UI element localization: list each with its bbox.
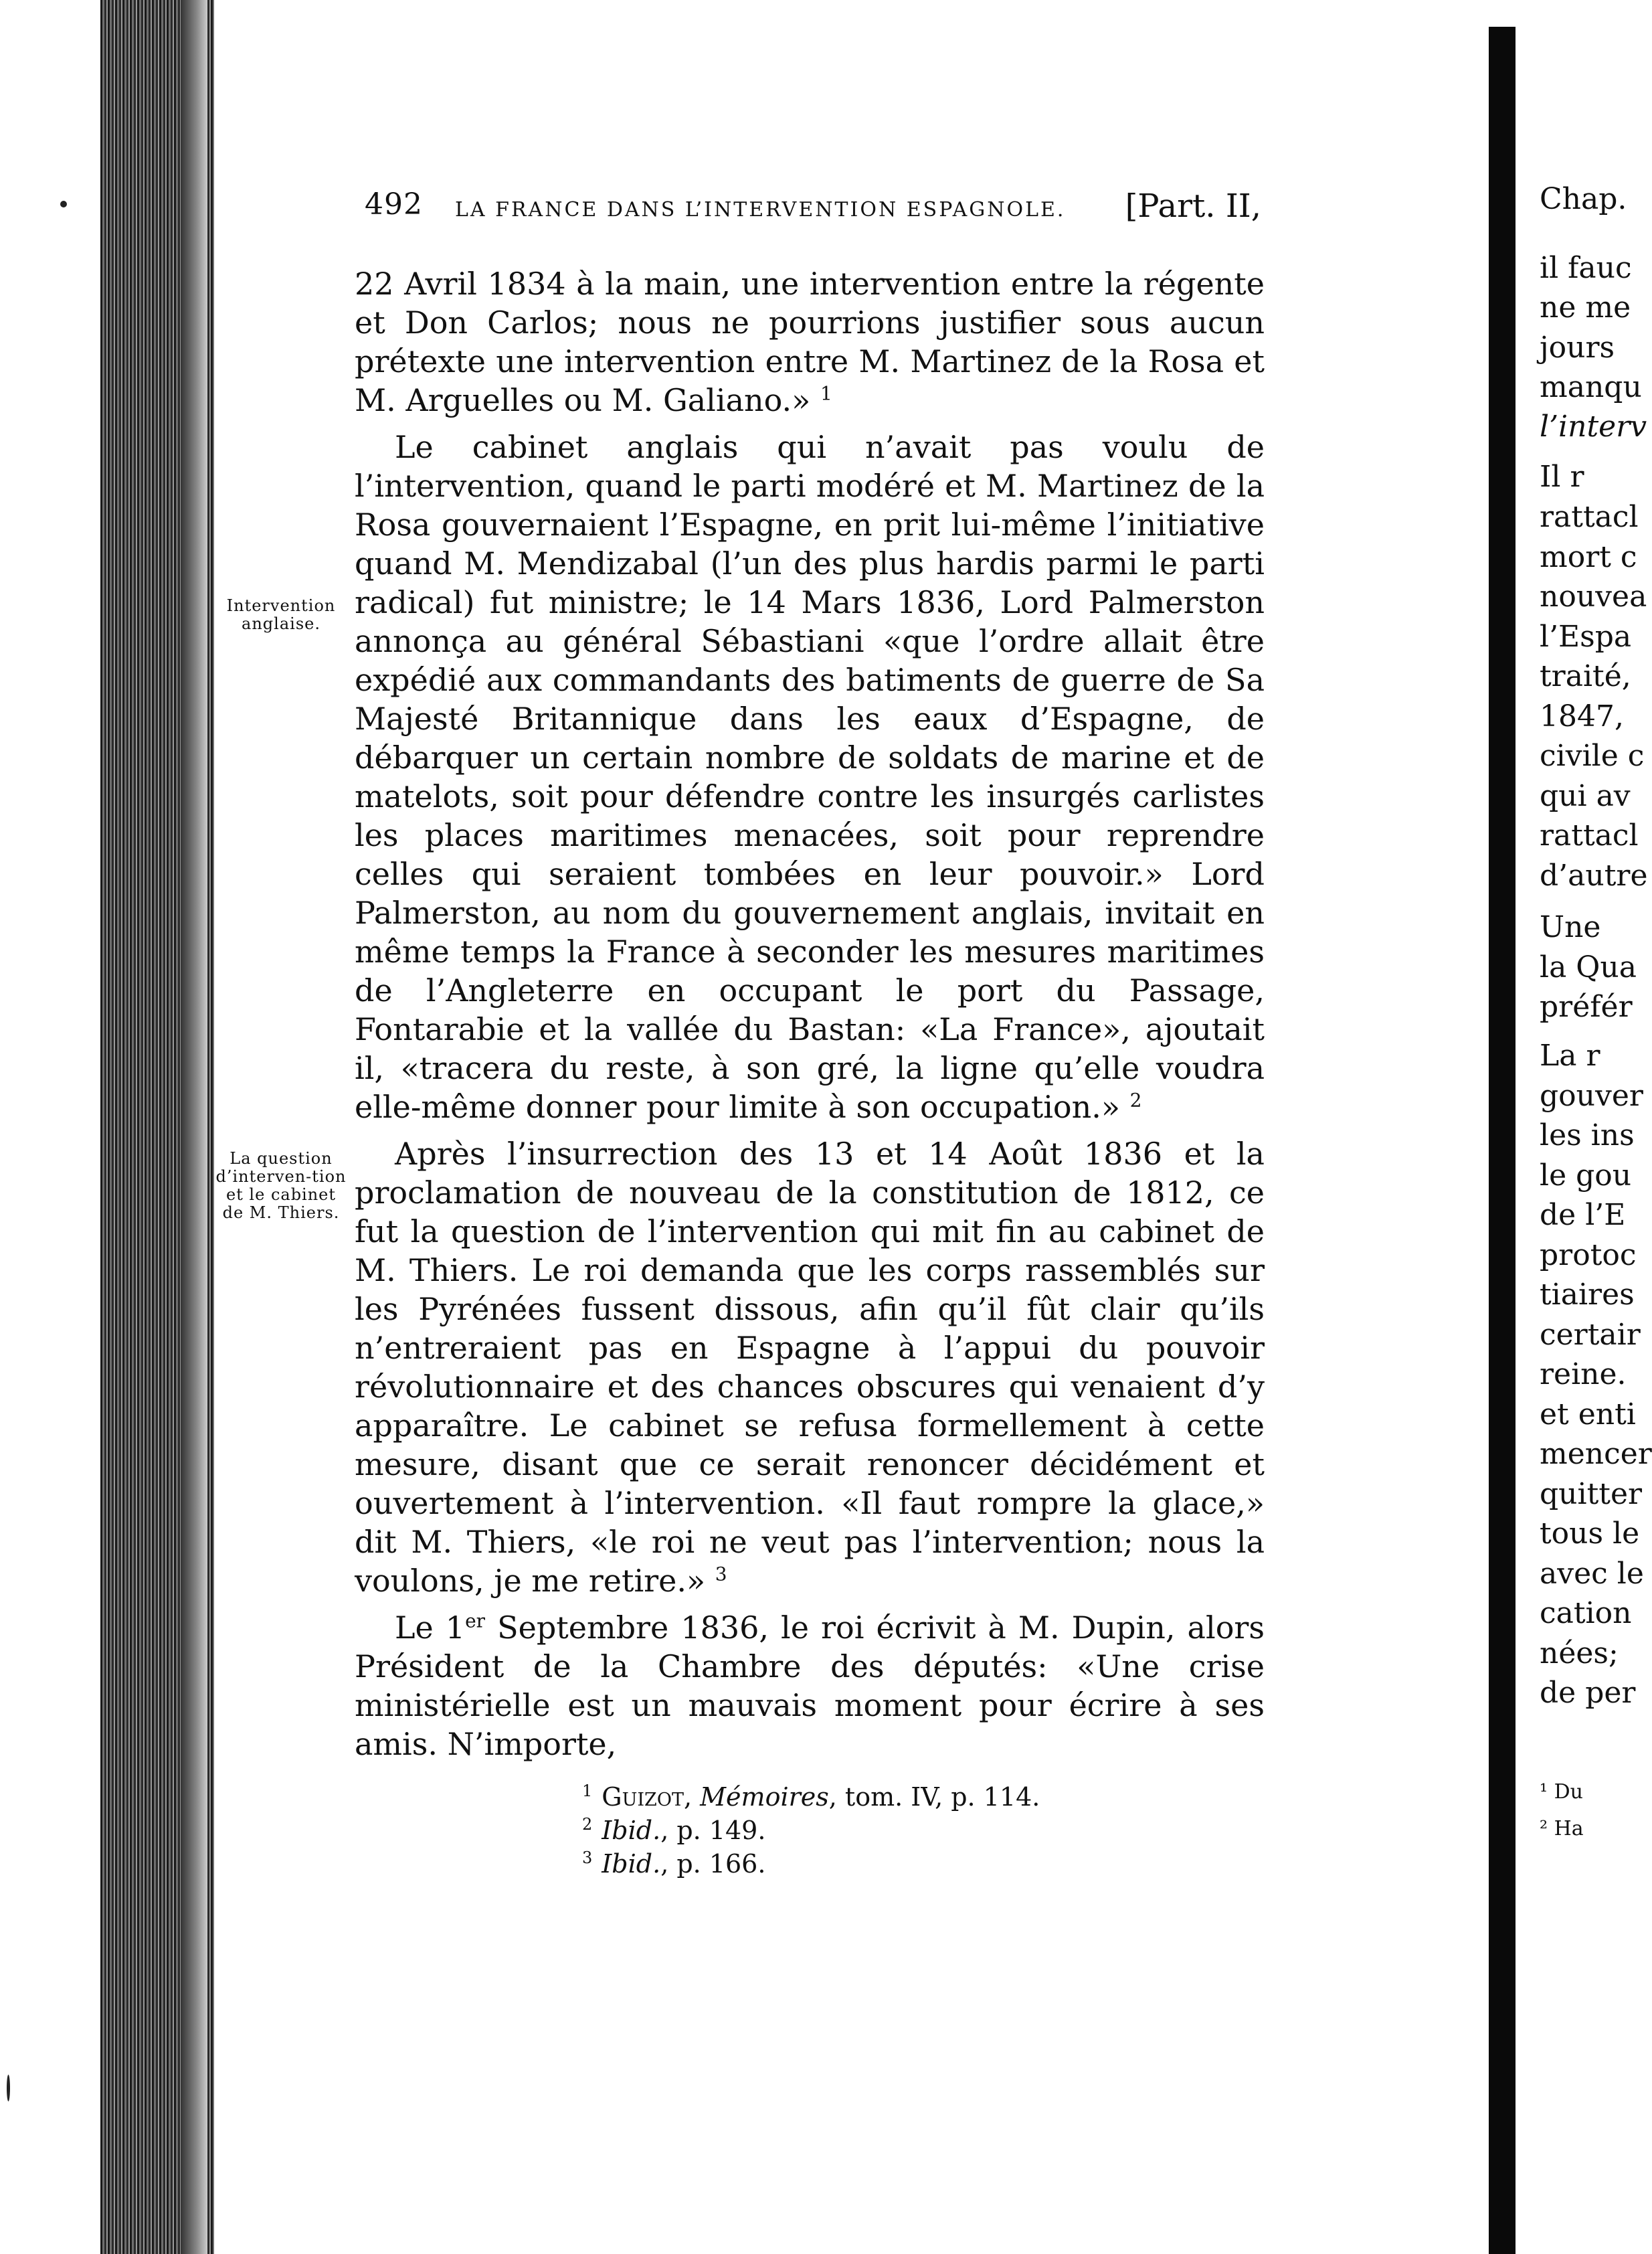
facing-page-line: Chap. <box>1540 182 1627 216</box>
footnote-rest: , p. 149. <box>660 1816 766 1845</box>
paragraph <box>355 1608 1265 1763</box>
margin-speck <box>60 201 67 207</box>
facing-page-line: cation <box>1540 1596 1632 1630</box>
facing-page-line: rattacl <box>1540 818 1639 853</box>
footnote-work: Ibid. <box>602 1816 661 1845</box>
facing-page-line: mencer <box>1540 1437 1652 1471</box>
sidenote-question-intervention: La question d’interven-tion et le cabinet de M. Thiers. <box>215 1149 347 1222</box>
facing-page-line: manqu <box>1540 370 1642 404</box>
footnote <box>582 1847 1184 1881</box>
facing-page-line: de per <box>1540 1676 1636 1710</box>
facing-page-footnote: ¹ Du <box>1540 1780 1583 1804</box>
facing-page-line: d’autre <box>1540 859 1648 893</box>
paragraph-text: Le cabinet anglais qui n’avait pas voulu de l’intervention, quand le parti modéré et M. Martinez de la Rosa gouvernaient l’Espagne, en prit lui-même l’initiative quand M. Mendizabal (l’un des plus hardis parmi le parti radical) fut ministre; le 14 Mars 1836, Lord Palmerston annonça au général Sébastiani «que l’ordre allait être expédié aux commandants des batiments de guerre de Sa Majesté Britannique dans les eaux d’Espagne, de débarquer un certain nombre de soldats de marine et de matelots, soit pour défendre contre les insurgés carlistes les places maritimes menacées, soit pour reprendre celles qui seraient tombées en leur pouvoir.» Lord Palmerston, au nom du gouvernement anglais, invitait en même temps la France à seconder les mesures maritimes de l’Angleterre en occupant le port du Passage, Fontarabie et la vallée du Bastan: «La France», ajoutait il, «tracera du reste, à son gré, la ligne qu’elle voudra elle-même donner pour limite à son occupation.» <box>355 429 1265 1125</box>
footnote-ref: 2 <box>1129 1089 1142 1112</box>
footnote-ref: 3 <box>715 1563 727 1585</box>
paragraph-text: Après l’insurrection des 13 et 14 Août 1836 et la proclamation de nouveau de la constitution de 1812, ce fut la question de l’intervention qui mit fin au cabinet de M. Thiers. Le roi demanda que les corps rassemblés sur les Pyrénées fussent dissous, afin qu’il fût clair qu’ils n’entreraient pas en Espagne à l’appui du pouvoir révolutionnaire et des chances obscures qui venaient d’y apparaître. Le cabinet se refusa formellement à cette mesure, disant que ce serait renoncer décidément et ouvertement à l’intervention. «Il faut rompre la glace,» dit M. Thiers, «le roi ne veut pas l’intervention; nous la voulons, je me retire.» <box>355 1136 1265 1599</box>
facing-page-line: la Qua <box>1540 950 1637 984</box>
page-header <box>365 187 1261 241</box>
facing-page-line: avec le <box>1540 1557 1644 1591</box>
paragraph-text: Septembre 1836, le roi écrivit à M. Dupin, alors Président de la Chambre des députés: «Une crise ministérielle est un mauvais moment pour écrire à ses amis. N’importe, <box>355 1610 1265 1762</box>
facing-page-line: Une <box>1540 910 1601 944</box>
footnote-author: Guizot <box>602 1782 684 1812</box>
paragraph <box>355 1134 1265 1600</box>
facing-page-line: certair <box>1540 1318 1641 1352</box>
left-margin <box>0 0 100 2254</box>
book-gutter <box>1489 27 1516 2254</box>
footnotes <box>582 1780 1184 1881</box>
facing-page-line: nées; <box>1540 1636 1619 1670</box>
footnote-work: Mémoires <box>700 1782 829 1812</box>
facing-page-line: préfér <box>1540 990 1633 1024</box>
facing-page-line: l’interv <box>1540 410 1647 444</box>
ordinal-superscript: er <box>465 1610 486 1632</box>
part-label: [Part. II, <box>1125 187 1261 225</box>
facing-page-line: ne me <box>1540 290 1631 325</box>
paragraph-text: 22 Avril 1834 à la main, une intervention entre la régente et Don Carlos; nous ne pourrions justifier sous aucun prétexte une intervention entre M. Martinez de la Rosa et M. Arguelles ou M. Galiano.» <box>355 266 1265 418</box>
sidenote-intervention-anglaise: Intervention anglaise. <box>226 596 336 633</box>
footnote-number: 3 <box>582 1848 593 1868</box>
footnote-number: 1 <box>582 1782 593 1801</box>
facing-page-line: tous le <box>1540 1516 1640 1551</box>
facing-page-line: tiaires <box>1540 1278 1635 1312</box>
footnote-ref: 1 <box>820 382 832 405</box>
facing-page-line: qui av <box>1540 779 1631 813</box>
facing-page-line: Il r <box>1540 460 1584 494</box>
page-edge-shadow <box>181 0 207 2254</box>
facing-page-line: protoc <box>1540 1238 1637 1272</box>
facing-page-line: il fauc <box>1540 251 1632 285</box>
facing-page-line: rattacl <box>1540 500 1639 534</box>
footnote-rest: , p. 166. <box>660 1849 766 1879</box>
facing-page-line: nouvea <box>1540 580 1647 614</box>
footnote: $^1$ Guizot, Mémoires, tom. IV, p. 114. <box>582 1782 1040 1812</box>
footnote-number: 2 <box>582 1815 593 1834</box>
footnote-work: Ibid. <box>602 1849 661 1879</box>
facing-page-line: mort c <box>1540 540 1637 574</box>
paragraph <box>355 264 1265 420</box>
facing-page-line: reine. <box>1540 1357 1627 1391</box>
page-number: 492 <box>365 187 423 222</box>
facing-page-line: jours <box>1540 331 1615 365</box>
facing-page-line: La r <box>1540 1039 1600 1073</box>
margin-speck <box>7 2075 10 2101</box>
body-text <box>355 264 1265 1771</box>
paragraph-text: Le 1 <box>395 1610 466 1646</box>
facing-page-fragment <box>1516 0 1652 2254</box>
facing-page-line: l’Espa <box>1540 620 1632 654</box>
facing-page-line: le gou <box>1540 1158 1632 1193</box>
facing-page-line: les ins <box>1540 1118 1635 1152</box>
facing-page-line: de l’E <box>1540 1198 1626 1232</box>
footnote-rest: , tom. IV, p. 114. <box>828 1782 1040 1812</box>
facing-page-line: gouver <box>1540 1079 1643 1113</box>
facing-page-line: 1847, <box>1540 699 1624 733</box>
footnote <box>582 1814 1184 1847</box>
facing-page-line: et enti <box>1540 1397 1636 1432</box>
paragraph <box>355 428 1265 1126</box>
facing-page-line: quitter <box>1540 1477 1643 1511</box>
running-title: LA FRANCE DANS L’INTERVENTION ESPAGNOLE. <box>455 198 1066 222</box>
facing-page-line: civile c <box>1540 739 1645 773</box>
facing-page-footnote: ² Ha <box>1540 1817 1584 1840</box>
facing-page-line: traité, <box>1540 659 1631 693</box>
